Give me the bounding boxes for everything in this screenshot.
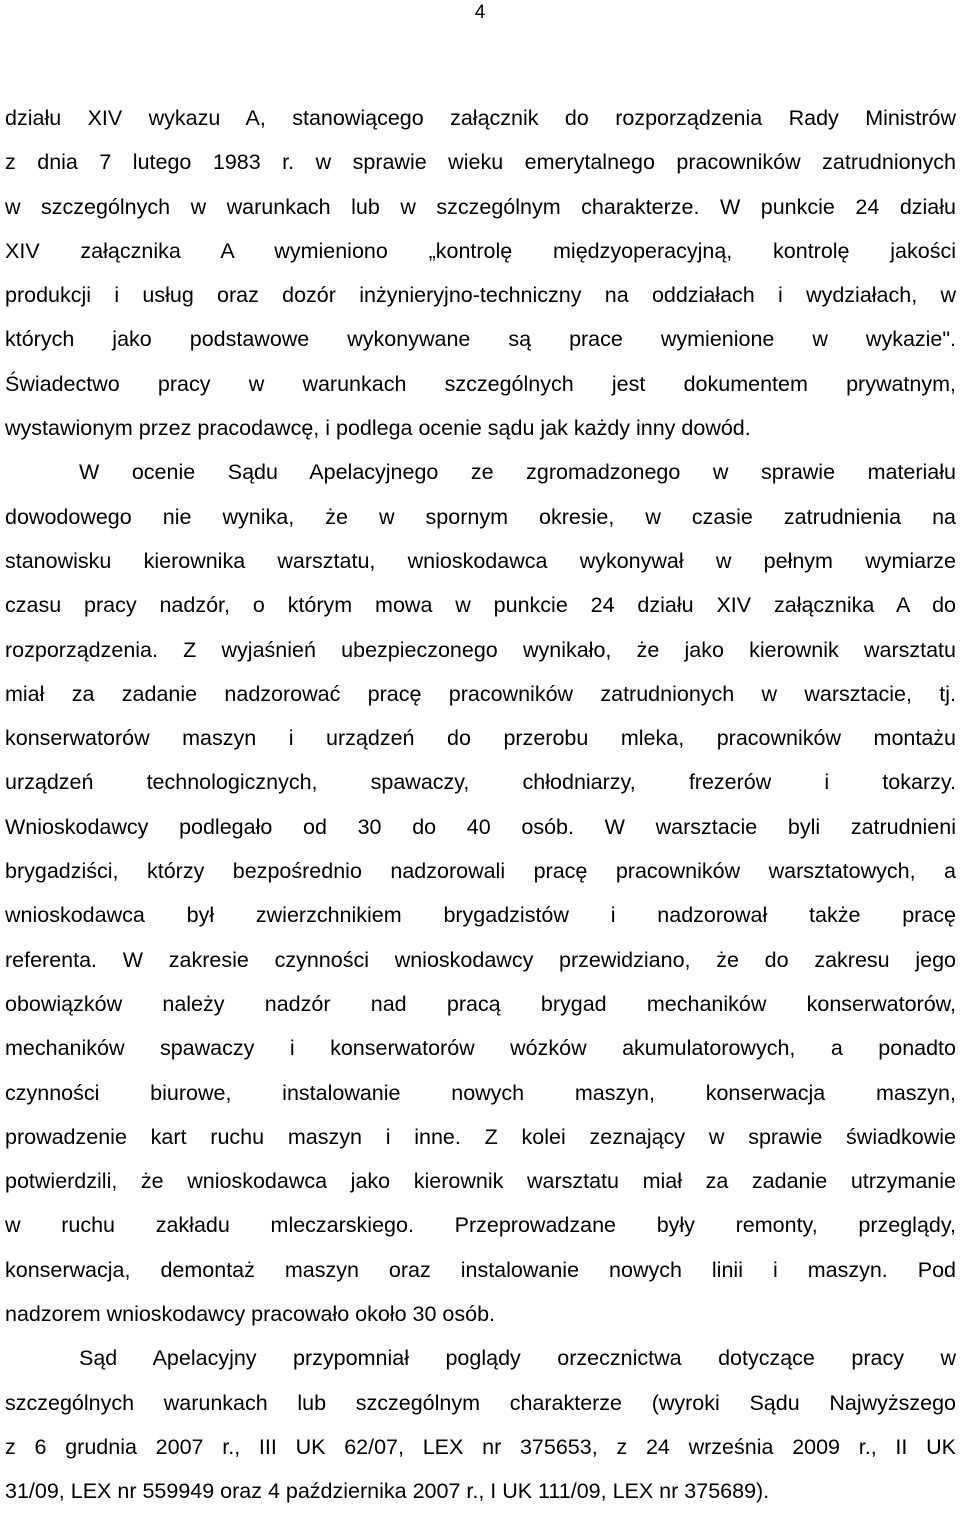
text-line: czasu pracy nadzór, o którym mowa w punkcie 24 działu XIV załącznika A do bbox=[5, 593, 956, 618]
text-line: prowadzenie kart ruchu maszyn i inne. Z kolei zeznający w sprawie świadkowie bbox=[5, 1124, 956, 1149]
text-line: referenta. W zakresie czynności wnioskodawcy przewidziano, że do zakresu jego bbox=[5, 947, 956, 972]
text-line: których jako podstawowe wykonywane są prace wymienione w wykazie". bbox=[5, 327, 956, 352]
text-line: 31/09, LEX nr 559949 oraz 4 października 2007 r., I UK 111/09, LEX nr 375689). bbox=[5, 1479, 770, 1504]
text-line: z dnia 7 lutego 1983 r. w sprawie wieku emerytalnego pracowników zatrudnionych bbox=[5, 150, 956, 175]
text-line: brygadziści, którzy bezpośrednio nadzorowali pracę pracowników warsztatowych, a bbox=[5, 859, 956, 884]
text-line: działu XIV wykazu A, stanowiącego załącznik do rozporządzenia Rady Ministrów bbox=[5, 106, 956, 130]
text-line: potwierdzili, że wnioskodawca jako kierownik warsztatu miał za zadanie utrzymanie bbox=[5, 1169, 956, 1194]
page-number: 4 bbox=[474, 2, 486, 23]
text-line: nadzorem wnioskodawcy pracowało około 30 osób. bbox=[5, 1302, 495, 1327]
text-line: Świadectwo pracy w warunkach szczególnych jest dokumentem prywatnym, bbox=[5, 371, 956, 396]
text-line: wystawionym przez pracodawcę, i podlega ocenie sądu jak każdy inny dowód. bbox=[5, 416, 751, 441]
text-line: konserwacja, demontaż maszyn oraz instalowanie nowych linii i maszyn. Pod bbox=[5, 1257, 956, 1282]
text-line: konserwatorów maszyn i urządzeń do przerobu mleka, pracowników montażu bbox=[5, 726, 956, 751]
text-line: Wnioskodawcy podlegało od 30 do 40 osób. W warsztacie byli zatrudnieni bbox=[5, 814, 956, 839]
text-line: obowiązków należy nadzór nad pracą brygad mechaników konserwatorów, bbox=[5, 991, 956, 1016]
text-line: miał za zadanie nadzorować pracę pracowników zatrudnionych w warsztacie, tj. bbox=[5, 681, 956, 706]
text-line: dowodowego nie wynika, że w spornym okresie, w czasie zatrudnienia na bbox=[5, 504, 956, 529]
text-line: urządzeń technologicznych, spawaczy, chłodniarzy, frezerów i tokarzy. bbox=[5, 770, 956, 795]
text-line: rozporządzenia. Z wyjaśnień ubezpieczonego wynikało, że jako kierownik warsztatu bbox=[5, 637, 956, 662]
text-line: z 6 grudnia 2007 r., III UK 62/07, LEX nr 375653, z 24 września 2009 r., II UK bbox=[5, 1434, 956, 1459]
text-line: stanowisku kierownika warsztatu, wnioskodawca wykonywał w pełnym wymiarze bbox=[5, 548, 956, 573]
text-line: w szczególnych w warunkach lub w szczególnym charakterze. W punkcie 24 działu bbox=[5, 194, 956, 219]
text-line: szczególnych warunkach lub szczególnym charakterze (wyroki Sądu Najwyższego bbox=[5, 1390, 956, 1415]
paragraph-start-line: Sąd Apelacyjny przypomniał poglądy orzecznictwa dotyczące pracy w bbox=[79, 1346, 956, 1371]
text-line: czynności biurowe, instalowanie nowych maszyn, konserwacja maszyn, bbox=[5, 1080, 956, 1105]
text-line: XIV załącznika A wymieniono „kontrolę międzyoperacyjną, kontrolę jakości bbox=[5, 238, 956, 263]
document-body bbox=[5, 96, 956, 1514]
text-line: produkcji i usług oraz dozór inżynieryjno-techniczny na oddziałach i wydziałach, w bbox=[5, 283, 956, 308]
paragraph-start-line: W ocenie Sądu Apelacyjnego ze zgromadzonego w sprawie materiału bbox=[79, 460, 956, 485]
text-line: wnioskodawca był zwierzchnikiem brygadzistów i nadzorował także pracę bbox=[5, 903, 956, 928]
text-line: mechaników spawaczy i konserwatorów wózków akumulatorowych, a ponadto bbox=[5, 1036, 956, 1061]
text-line: w ruchu zakładu mleczarskiego. Przeprowadzane były remonty, przeglądy, bbox=[5, 1213, 956, 1238]
